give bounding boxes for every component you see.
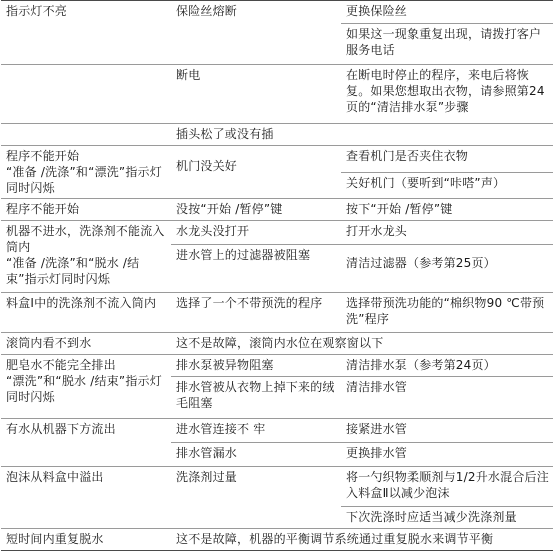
table-row	[1, 467, 553, 507]
symptom-cell: 泡沫从料盒中溢出	[1, 467, 171, 529]
cause-cell: 进水管连接不 牢	[171, 419, 341, 443]
symptom-cell: 肥皂水不能完全排出 “漂洗”和“脱水 /结束”指示灯同时闪烁	[1, 355, 171, 419]
cause-cell: 保险丝熔断	[171, 1, 341, 65]
symptom-cell	[1, 124, 171, 146]
solution-cell: 在断电时停止的程序，来电后将恢复。如果您想取出衣物，请参照第24页的“清洁排水泵”步骤	[341, 65, 553, 124]
symptom-cell: 有水从机器下方流出	[1, 419, 171, 467]
symptom-cell: 料盒Ⅰ中的洗涤剂不流入筒内	[1, 293, 171, 333]
symptom-cell: 程序不能开始 “准备 /洗涤”和“漂洗”指示灯同时闪烁	[1, 146, 171, 199]
cause-cell: 排水泵被异物阻塞	[171, 355, 341, 377]
solution-cell: 清洁排水泵（参考第24页）	[341, 355, 553, 377]
table-row	[1, 221, 553, 245]
cause-cell: 洗涤剂过量	[171, 467, 341, 529]
symptom-cell: 程序不能开始	[1, 199, 171, 221]
solution-cell: 下次洗涤时应适当减少洗涤剂量	[341, 507, 553, 529]
cause-cell: 没按“开始 /暂停”键	[171, 199, 341, 221]
cause-cell: 选择了一个不带预洗的程序	[171, 293, 341, 333]
cause-cell: 水龙头没打开	[171, 221, 341, 245]
solution-cell: 清洁排水管	[341, 377, 553, 419]
solution-cell: 接紧进水管	[341, 419, 553, 443]
symptom-cell: 短时间内重复脱水	[1, 529, 171, 551]
symptom-cell: 机器不进水，洗涤剂不能流入筒内 “准备 /洗涤”和“脱水 /结束”指示灯同时闪烁	[1, 221, 171, 293]
cause-cell: 插头松了或没有插	[171, 124, 341, 146]
solution-cell: 关好机门（要听到“咔嗒”声）	[341, 172, 553, 199]
table-row	[1, 529, 553, 551]
solution-cell: 更换保险丝	[341, 1, 553, 24]
cause-cell: 进水管上的过滤器被阻塞	[171, 245, 341, 293]
solution-cell	[341, 124, 553, 146]
cause-cell: 断电	[171, 65, 341, 124]
symptom-cell	[1, 65, 171, 124]
solution-cell: 清洁过滤器（参考第25页）	[341, 245, 553, 293]
table-row	[1, 146, 553, 173]
span-cell: 这不是故障，机器的平衡调节系统通过重复脱水来调节平衡	[171, 529, 553, 551]
symptom-cell: 指示灯不亮	[1, 1, 171, 65]
solution-cell: 如果这一现象重复出现，请拨打客户服务电话	[341, 24, 553, 65]
solution-cell: 打开水龙头	[341, 221, 553, 245]
cause-cell: 机门没关好	[171, 146, 341, 199]
solution-cell: 选择带预洗功能的“棉织物90 ℃带预洗”程序	[341, 293, 553, 333]
table-row	[1, 199, 553, 221]
troubleshooting-table	[1, 0, 553, 551]
table-row	[1, 65, 553, 124]
table-row	[1, 124, 553, 146]
symptom-cell: 滚筒内看不到水	[1, 333, 171, 355]
table-row	[1, 419, 553, 443]
span-cell: 这不是故障，滚筒内水位在观察窗以下	[171, 333, 553, 355]
solution-cell: 查看机门是否夹住衣物	[341, 146, 553, 173]
cause-cell: 排水管漏水	[171, 443, 341, 467]
table-row	[1, 293, 553, 333]
table-row	[1, 333, 553, 355]
table-row	[1, 1, 553, 24]
table-row	[1, 355, 553, 377]
cause-cell: 排水管被从衣物上掉下来的绒毛阻塞	[171, 377, 341, 419]
solution-cell: 更换排水管	[341, 443, 553, 467]
solution-cell: 将一勺织物柔顺剂与1/2升水混合后注入料盒Ⅱ以减少泡沫	[341, 467, 553, 507]
solution-cell: 按下“开始 /暂停”键	[341, 199, 553, 221]
